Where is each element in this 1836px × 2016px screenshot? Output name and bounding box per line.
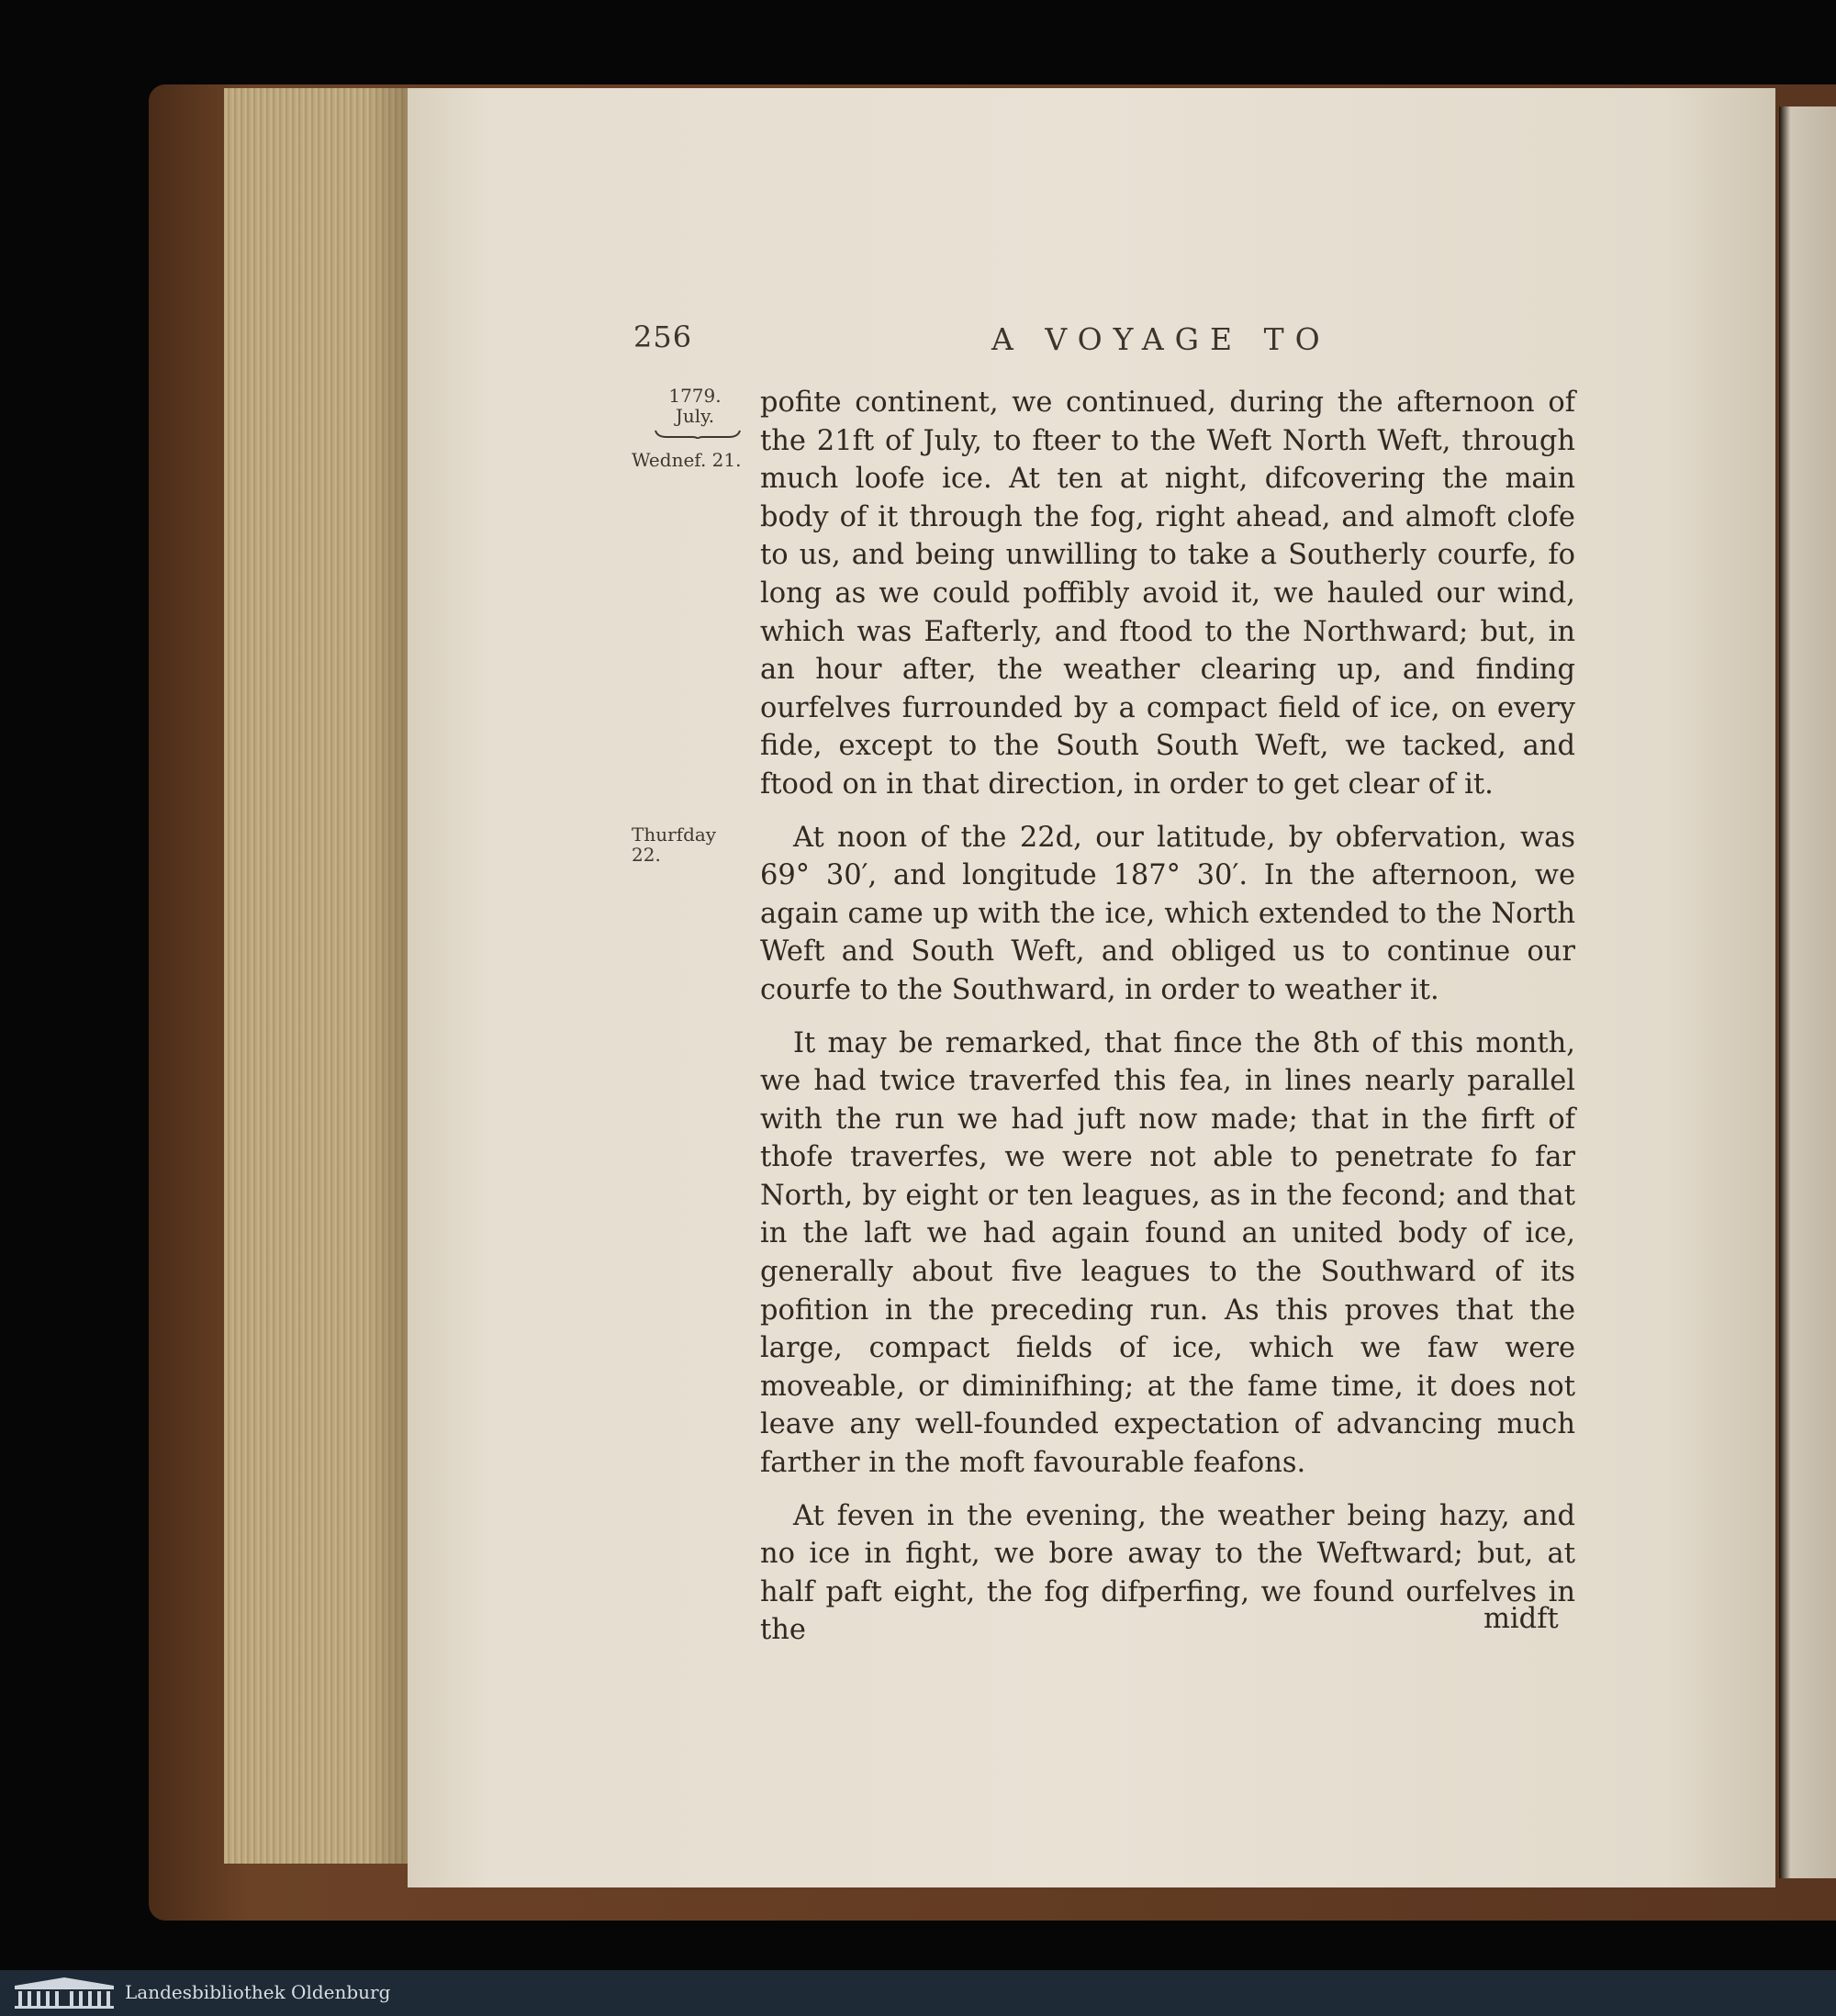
library-building-icon [13, 1977, 116, 2010]
margin-date-thursday: Thurfday 22. [632, 823, 717, 866]
page-edges-shadow [367, 88, 408, 1864]
library-name: Landesbibliothek Oldenburg [125, 1981, 391, 2003]
paragraph: At feven in the evening, the weather being hazy, and no ice in fight, we bore away to the Weftward; but, at half paft eight, the fog difperfing, we found ourfelves in the [760, 1499, 1575, 1647]
footer-bar [0, 1970, 1836, 2016]
body-text [760, 384, 1575, 1650]
paragraph: pofite continent, we continued, during the afternoon of the 21ft of July, to fteer to the Weft North Weft, through much loofe ice. At ten at night, difcovering the main body of it through the fog, right ahead, and almoft clofe to us, and being unwilling to take a Southerly courfe, fo long as we could poffibly avoid it, we hauled our wind, which was Eafterly, and ftood to the Northward; but, in an hour after, the weather clearing up, and finding ourfelves furrounded by a compact field of ice, on every fide, except to the South South Weft, we tacked, and ftood on in that direction, in order to get clear of it. [760, 386, 1575, 801]
running-head: A VOYAGE TO [991, 321, 1331, 357]
margin-date-wednesday: Wednef. 21. [632, 449, 742, 471]
paragraph: It may be remarked, that fince the 8th of this month, we had twice traverfed this fea, in lines nearly parallel with the run we had juft now made; that in the firft of thofe traverfes, we were not able to penetrate fo far North, by eight or ten leagues, as in the fecond; and that in the laft we had again found an united body of ice, generally about five leagues to the Southward of its pofition in the preceding run. As this proves that the large, compact fields of ice, which we faw were moveable, or diminifhing; at the fame time, it does not leave any well-founded expectation of advancing much farther in the moft favourable feafons. [760, 1026, 1575, 1480]
margin-brace-icon [654, 430, 742, 439]
facing-page-edge [1779, 106, 1836, 1878]
page-number: 256 [633, 319, 693, 354]
paragraph: At noon of the 22d, our latitude, by obfervation, was 69° 30′, and longitude 187° 30′. In the afternoon, we again came up with the ice, which extended to the North Weft and South Weft, and obliged us to continue our courfe to the Southward, in order to weather it. [760, 821, 1575, 1006]
margin-month: July. [675, 405, 715, 427]
catchword: midft [1483, 1603, 1559, 1635]
margin-year: 1779. [668, 385, 722, 407]
